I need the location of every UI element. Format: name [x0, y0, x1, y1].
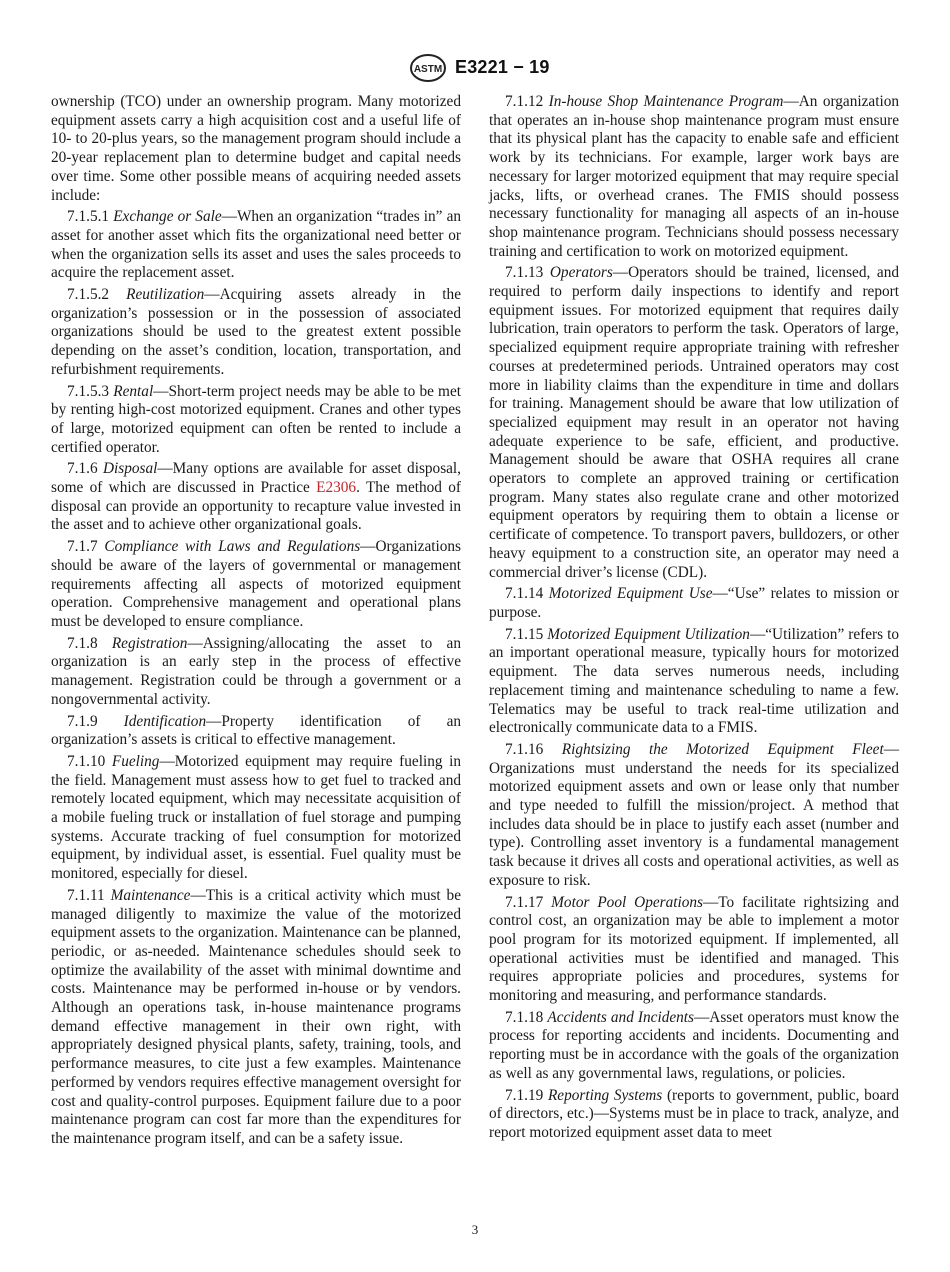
e2306-reference-link[interactable]: E2306 — [316, 479, 357, 497]
continued-paragraph: ownership (TCO) under an ownership program. Many motorized equipment assets carry a high acquisition cost and a useful life of 10- to 20-plus years, so the management program should include a 20-year replacement plan to determine budget and capital needs over time. Some other possible means of acquiring needed assets include: — [51, 93, 461, 204]
svg-text:ASTM: ASTM — [413, 64, 443, 75]
section-7-1-13: 7.1.13 Operators—Operators should be trained, licensed, and required to perform daily inspections to identify and report equipment issues. For motorized equipment that requires daily lubrication, train operators to perform the task. Operators of large, specialized equipment require appropriate training with refresher courses at predetermined periods. Untrained operators may cost more in liability claims than the expenditure in time and dollars for training. Management should be aware that low utilization of specialized equipment may result in an operator not having adequate experience to be safe, efficient, and productive. Management should be aware that OSHA requires all crane operators to complete an approved training or certification program. Many states also regulate crane and other motorized equipment operators by requiring them to obtain a license or certificate of competence. To transport pavers, bulldozers, or other heavy equipment to a construction site, an operator may need a commercial driver’s license (CDL). — [489, 264, 899, 581]
page-number: 3 — [471, 1222, 479, 1237]
section-7-1-6: 7.1.6 Disposal—Many options are available for asset disposal, some of which are discussed in Practice E2306. The method of disposal can provide an opportunity to recapture value invested in the asset and to achieve other organizational goals. — [51, 460, 462, 534]
section-7-1-14: 7.1.14 Motorized Equipment Use—“Use” relates to mission or purpose. — [489, 585, 899, 621]
section-7-1-7: 7.1.7 Compliance with Laws and Regulations—Organizations should be aware of the layers of governmental or management requirements affecting all aspects of motorized equipment operation. Comprehensive management and operational plans must be developed to ensure compliance. — [51, 538, 461, 630]
section-7-1-11: 7.1.11 Maintenance—This is a critical activity which must be managed diligently to maximize the value of the motorized equipment assets to the organization. Maintenance can be planned, periodic, or as-needed. Maintenance schedules should seek to optimize the availability of the asset with minimal downtime and costs. Maintenance may be performed in-house or by vendors. Although an operations task, in-house maintenance programs demand effective management in their own right, with appropriately designed physical plants, safety, training, tools, and performance measures, to cite just a few examples. Maintenance performed by vendors requires effective management oversight for cost and quality-control purposes. Equipment failure due to a poor maintenance program can cost far more than the expenditures for the maintenance program itself, and can be a safety issue. — [51, 886, 461, 1147]
section-7-1-18: 7.1.18 Accidents and Incidents—Asset operators must know the process for reporting accidents and incidents. Documenting and reporting must be in accordance with the goals of the organization as well as any governmental laws, regulations, or policies. — [489, 1008, 899, 1082]
section-7-1-19: 7.1.19 Reporting Systems (reports to government, public, board of directors, etc.)—Systems must be in place to track, analyze, and report motorized equipment asset data to meet — [489, 1086, 899, 1141]
section-7-1-17: 7.1.17 Motor Pool Operations—To facilitate rightsizing and control cost, an organization may be able to implement a motor pool program for its motorized equipment. If implemented, all operational activities must be identified and managed. This requires appropriate policies and procedures, systems for monitoring and measuring, and performance standards. — [489, 893, 899, 1005]
section-7-1-15: 7.1.15 Motorized Equipment Utilization—“Utilization” refers to an important operational measure, typically hours for motorized equipment. The data serves numerous needs, including replacement timing and maintenance scheduling to name a few. Telematics may be useful to track real-time utilization and electronically communicate data to a FMIS. — [489, 625, 899, 737]
section-7-1-5-2: 7.1.5.2 Reutilization—Acquiring assets already in the organization’s possession or in the possession of associated organizations should be used to the greatest extent possible depending on the asset’s condition, location, transportation, and refurbishment requirements. — [51, 286, 461, 378]
section-7-1-5-1: 7.1.5.1 Exchange or Sale—When an organization “trades in” an asset for another asset which fits the organizational need better or when the organization sells its asset and uses the sales proceeds to acquire the replacement asset. — [51, 208, 462, 282]
section-7-1-16: 7.1.16 Rightsizing the Motorized Equipment Fleet—Organizations must understand the needs for its specialized motorized equipment assets and own or lease only that number and type needed to fulfill the mission/project. A method that includes data should be in place to justify each asset (number and type). Controlling asset inventory is a fundamental management task because it drives all costs and operational activities, as well as exposure to risk. — [489, 740, 899, 889]
left-column — [51, 93, 461, 1152]
section-7-1-5-3: 7.1.5.3 Rental—Short-term project needs may be able to be met by renting high-cost motorized equipment. Cranes and other types of large, motorized equipment can often be rented to include a certified operator. — [51, 382, 461, 456]
section-7-1-10: 7.1.10 Fueling—Motorized equipment may require fueling in the field. Management must assess how to get fuel to tracked and remotely located equipment, which may necessitate acquisition of a mobile fueling truck or installation of fuel storage and pumping systems. Accurate tracking of fuel consumption for motorized equipment, by individual asset, is essential. Fuel quality must be monitored, especially for diesel. — [51, 752, 461, 883]
standard-designation: E3221 − 19 — [455, 57, 550, 77]
section-7-1-9: 7.1.9 Identification—Property identification of an organization’s assets is critical to effective management. — [51, 712, 462, 749]
page-header — [0, 52, 950, 86]
astm-logo-icon — [405, 52, 451, 84]
right-column — [489, 93, 899, 1146]
section-7-1-12: 7.1.12 In-house Shop Maintenance Program—An organization that operates an in-house shop maintenance program must ensure that its physical plant has the capacity to enable safe and efficient work by its technicians. For example, larger work bays are necessary for larger motorized equipment that may require special jacks, lifts, or overhead cranes. The FMIS should possess necessary functionality for managing all aspects of an in-house shop maintenance program. Technicians should possess necessary training and certification to work on motorized equipment. — [489, 93, 899, 260]
section-7-1-8: 7.1.8 Registration—Assigning/allocating the asset to an organization is an early step in the process of effective management. Registration could be through a government or a nongovernmental activity. — [51, 634, 461, 708]
